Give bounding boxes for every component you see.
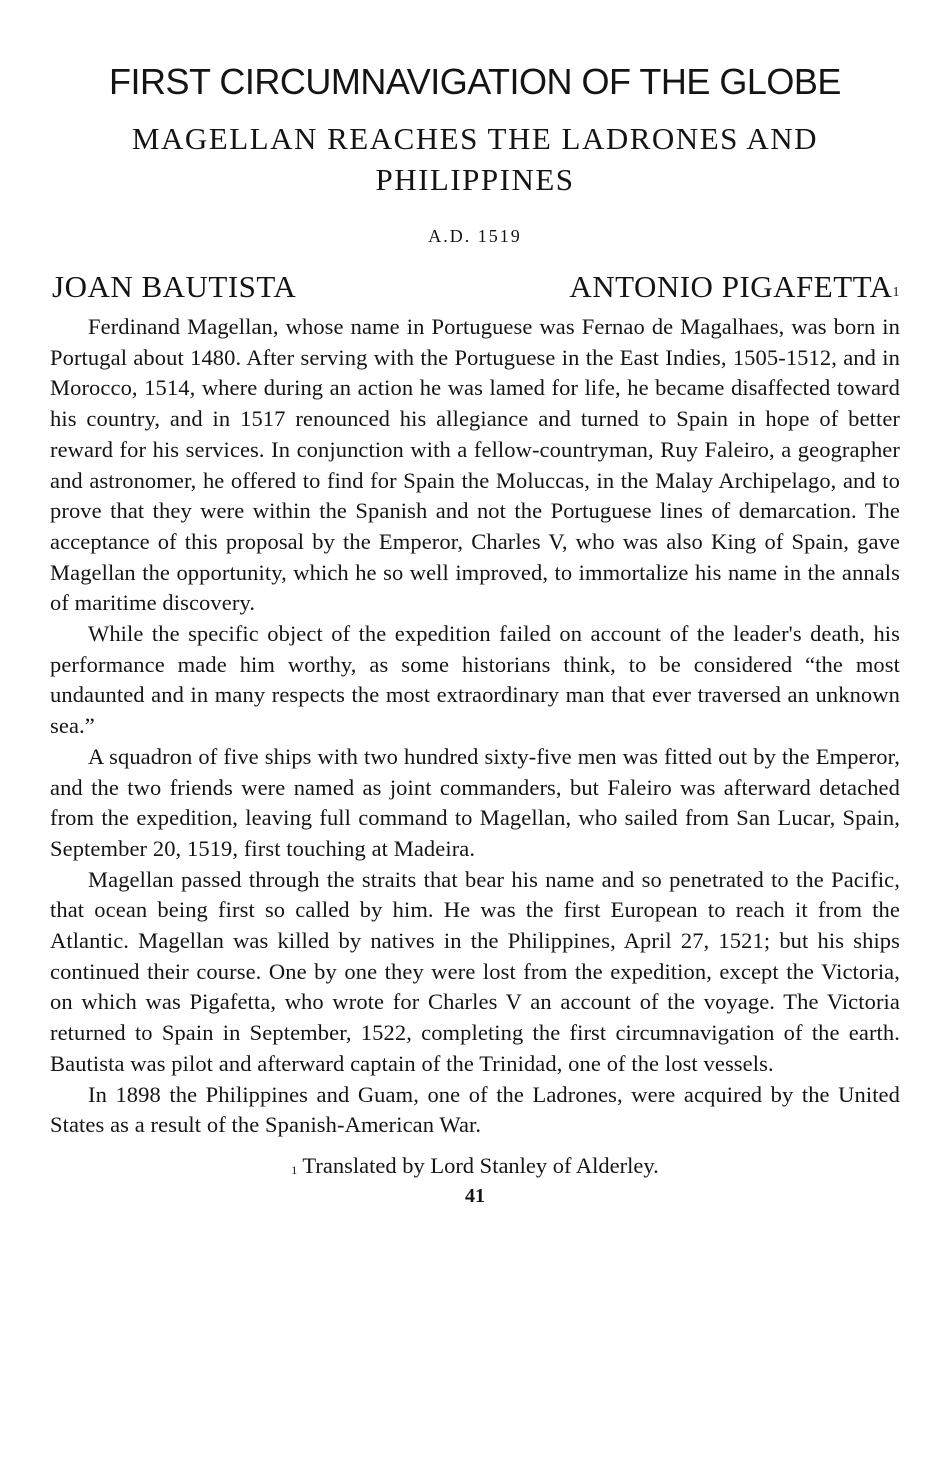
footnote-marker: 1 <box>291 1162 298 1177</box>
book-page <box>50 60 900 1209</box>
author-right: ANTONIO PIGAFETTA <box>569 269 893 304</box>
introduction-text <box>50 312 900 1141</box>
chapter-date: A.D. 1519 <box>428 226 522 246</box>
chapter-title: FIRST CIRCUMNAVIGATION OF THE GLOBE <box>109 61 841 102</box>
paragraph-2: While the specific object of the expedition failed on account of the leader's death, his performance made him worthy, as some historians think, to be considered “the most undaunted and in many respects the most extraordinary man that ever traversed an unknown sea.” <box>50 621 900 739</box>
page-number: 41 <box>465 1184 485 1207</box>
author-left: JOAN BAUTISTA <box>52 269 297 304</box>
paragraph-4: Magellan passed through the straits that bear his name and so penetrated to the Pacific, that ocean being first so called by him. He was the first European to reach it from the Atlantic. Magellan was killed by natives in the Philippines, April 27, 1521; but his ships continued their course. One by one they were lost from the expedition, except the Victoria, on which was Pigafetta, who wrote for Charles V an account of the voyage. The Victoria returned to Spain in September, 1522, completing the first circumnavigation of the earth. Bautista was pilot and afterward captain of the Trinidad, one of the lost vessels. <box>50 866 900 1076</box>
footnote <box>50 1151 900 1181</box>
paragraph-1: Ferdinand Magellan, whose name in Portuguese was Fernao de Magalhaes, was born in Portugal about 1480. After serving with the Portuguese in the East Indies, 1505-1512, and in Morocco, 1514, where during an action he was lamed for life, he became disaffected toward his country, and in 1517 renounced his allegiance and turned to Spain in hope of better reward for his services. In conjunction with a fellow-countryman, Ruy Faleiro, a geographer and astronomer, he offered to find for Spain the Moluccas, in the Malay Archipelago, and to prove that they were within the Spanish and not the Portuguese lines of demarcation. The acceptance of this proposal by the Emperor, Charles V, who was also King of Spain, gave Magellan the opportunity, which he so well improved, to immortalize his name in the annals of maritime discovery. <box>50 314 900 616</box>
paragraph-5: In 1898 the Philippines and Guam, one of the Ladrones, were acquired by the United States as a result of the Spanish-American War. <box>50 1081 900 1138</box>
footnote-text: Translated by Lord Stanley of Alderley. <box>302 1152 659 1178</box>
paragraph-3: A squadron of five ships with two hundred sixty-five men was fitted out by the Emperor, and the two friends were named as joint commanders, but Faleiro was afterward detached from the expedition, leaving full command to Magellan, who sailed from San Lucar, Spain, September 20, 1519, first touching at Madeira. <box>50 743 900 861</box>
footnote-reference: 1 <box>892 285 900 300</box>
author-line <box>50 268 900 306</box>
author-right-wrapper <box>569 268 900 306</box>
chapter-subtitle: MAGELLAN REACHES THE LADRONES AND PHILIPPINES <box>131 121 819 197</box>
